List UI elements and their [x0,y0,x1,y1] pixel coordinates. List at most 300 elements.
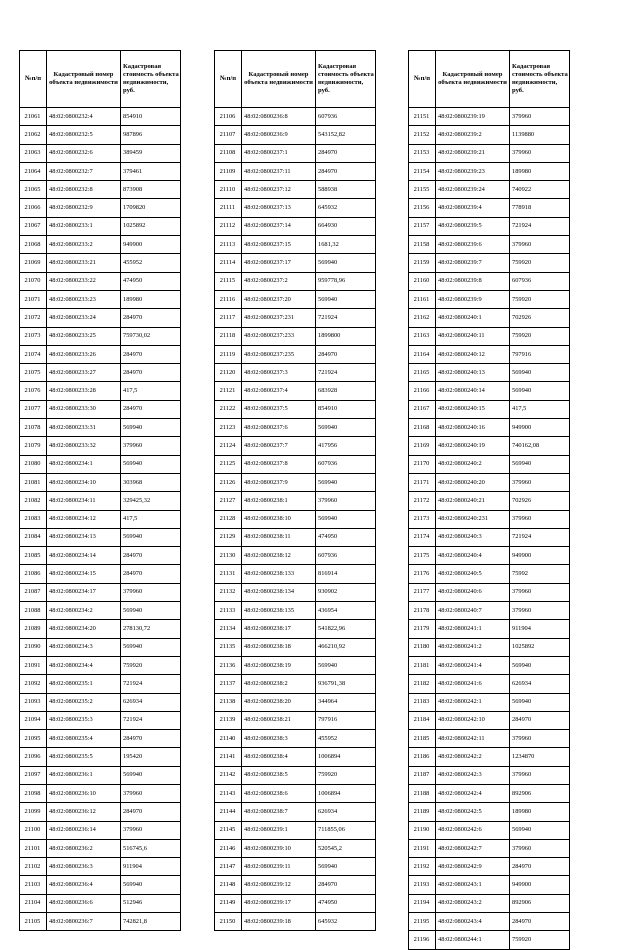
table-row [409,748,570,766]
table-row [409,345,570,363]
table-row [409,236,570,254]
cadastral-value: 959778,96 [316,272,376,290]
cadastral-number: 48:02:0800239:11 [242,858,316,876]
cadastral-value: 379960 [510,144,570,162]
cadastral-number: 48:02:0800235:1 [47,675,121,693]
row-number: 21160 [409,272,436,290]
row-number: 21140 [215,730,242,748]
table-row [20,547,181,565]
row-number: 21116 [215,290,242,308]
row-number: 21123 [215,419,242,437]
cadastral-value: 417956 [316,437,376,455]
cadastral-number: 48:02:0800240:16 [436,419,510,437]
row-number: 21083 [20,510,47,528]
table-row [215,217,376,235]
table-row [20,913,181,931]
row-number: 21124 [215,437,242,455]
cadastral-value: 284970 [121,547,181,565]
cadastral-number: 48:02:0800238:18 [242,638,316,656]
row-number: 21155 [409,181,436,199]
cadastral-number: 48:02:0800233:28 [47,382,121,400]
cadastral-value: 569940 [316,858,376,876]
cadastral-value: 721924 [510,217,570,235]
row-number: 21151 [409,108,436,126]
cadastral-number: 48:02:0800237:13 [242,199,316,217]
row-number: 21173 [409,510,436,528]
cadastral-number: 48:02:0800239:2 [436,126,510,144]
table-row [215,126,376,144]
row-number: 21071 [20,290,47,308]
row-number: 21131 [215,565,242,583]
cadastral-number: 48:02:0800236:7 [47,913,121,931]
table-row [215,638,376,656]
row-number: 21079 [20,437,47,455]
table-row [215,144,376,162]
row-number: 21066 [20,199,47,217]
cadastral-number: 48:02:0800239:5 [436,217,510,235]
header-num: №п/п [20,51,47,108]
table-row [20,876,181,894]
table-row [215,693,376,711]
cadastral-number: 48:02:0800237:1 [242,144,316,162]
row-number: 21174 [409,528,436,546]
cadastral-value: 721924 [121,711,181,729]
table-row [20,620,181,638]
header-cadastral-number: Кадастровый номер объекта недвижимости [436,51,510,108]
cadastral-value: 1234870 [510,748,570,766]
table-row [20,419,181,437]
header-cadastral-number: Кадастровый номер объекта недвижимости [242,51,316,108]
row-number: 21122 [215,400,242,418]
cadastral-value: 569940 [121,876,181,894]
cadastral-number: 48:02:0800242:9 [436,858,510,876]
row-number: 21143 [215,784,242,802]
table-row [20,144,181,162]
cadastral-number: 48:02:0800236:8 [242,108,316,126]
row-number: 21187 [409,766,436,784]
row-number: 21134 [215,620,242,638]
row-number: 21074 [20,345,47,363]
cadastral-number: 48:02:0800234:12 [47,510,121,528]
cadastral-value: 569940 [510,364,570,382]
cadastral-table-2 [214,50,376,931]
table-row [409,693,570,711]
cadastral-value: 683928 [316,382,376,400]
row-number: 21098 [20,784,47,802]
cadastral-value: 75992 [510,565,570,583]
cadastral-value: 759920 [316,766,376,784]
row-number: 21137 [215,675,242,693]
cadastral-value: 759920 [510,254,570,272]
cadastral-number: 48:02:0800237:12 [242,181,316,199]
cadastral-value: 466210,92 [316,638,376,656]
table-row [20,217,181,235]
header-cadastral-value: Кадастровая стоимость объекта недвижимости, руб. [510,51,570,108]
table-row [409,455,570,473]
row-number: 21085 [20,547,47,565]
cadastral-number: 48:02:0800236:9 [242,126,316,144]
cadastral-value: 778918 [510,199,570,217]
row-number: 21196 [409,931,436,949]
table-row [409,437,570,455]
table-row [409,108,570,126]
table-row [20,858,181,876]
cadastral-value: 189980 [510,803,570,821]
row-number: 21070 [20,272,47,290]
table-row [20,290,181,308]
table-row [20,784,181,802]
cadastral-number: 48:02:0800232:7 [47,162,121,180]
cadastral-value: 721924 [316,309,376,327]
cadastral-number: 48:02:0800240:21 [436,492,510,510]
cadastral-value: 949900 [510,419,570,437]
table-row [20,364,181,382]
row-number: 21186 [409,748,436,766]
cadastral-value: 379960 [510,510,570,528]
cadastral-value: 569940 [121,455,181,473]
row-number: 21178 [409,602,436,620]
row-number: 21113 [215,236,242,254]
cadastral-number: 48:02:0800232:4 [47,108,121,126]
row-number: 21189 [409,803,436,821]
row-number: 21130 [215,547,242,565]
cadastral-value: 721924 [510,528,570,546]
row-number: 21096 [20,748,47,766]
cadastral-value: 543152,82 [316,126,376,144]
cadastral-number: 48:02:0800241:4 [436,656,510,674]
table-row [20,821,181,839]
cadastral-value: 797916 [510,345,570,363]
cadastral-number: 48:02:0800234:11 [47,492,121,510]
cadastral-number: 48:02:0800238:7 [242,803,316,821]
row-number: 21109 [215,162,242,180]
table-row [409,547,570,565]
cadastral-value: 740922 [510,181,570,199]
table-row [215,803,376,821]
row-number: 21111 [215,199,242,217]
row-number: 21166 [409,382,436,400]
cadastral-number: 48:02:0800234:14 [47,547,121,565]
cadastral-value: 626934 [316,803,376,821]
cadastral-value: 626934 [510,675,570,693]
row-number: 21095 [20,730,47,748]
row-number: 21069 [20,254,47,272]
table-row [215,821,376,839]
cadastral-number: 48:02:0800238:133 [242,565,316,583]
cadastral-number: 48:02:0800237:4 [242,382,316,400]
cadastral-value: 569940 [510,656,570,674]
table-row [20,656,181,674]
table-row [409,290,570,308]
cadastral-number: 48:02:0800234:13 [47,528,121,546]
cadastral-number: 48:02:0800238:19 [242,656,316,674]
table-header-row [215,51,376,108]
header-num: №п/п [215,51,242,108]
cadastral-number: 48:02:0800238:12 [242,547,316,565]
row-number: 21081 [20,473,47,491]
cadastral-value: 379960 [510,473,570,491]
table-row [409,766,570,784]
cadastral-value: 759920 [121,656,181,674]
cadastral-value: 284970 [121,364,181,382]
table-row [215,602,376,620]
cadastral-number: 48:02:0800240:12 [436,345,510,363]
row-number: 21097 [20,766,47,784]
cadastral-number: 48:02:0800236:10 [47,784,121,802]
row-number: 21159 [409,254,436,272]
table-row [409,675,570,693]
cadastral-value: 379960 [510,839,570,857]
cadastral-value: 936791,38 [316,675,376,693]
cadastral-value: 949900 [121,236,181,254]
row-number: 21171 [409,473,436,491]
cadastral-number: 48:02:0800240:2 [436,455,510,473]
cadastral-value: 417,5 [121,382,181,400]
table-row [215,382,376,400]
table-row [20,309,181,327]
row-number: 21191 [409,839,436,857]
cadastral-number: 48:02:0800238:10 [242,510,316,528]
row-number: 21073 [20,327,47,345]
table-row [20,181,181,199]
cadastral-number: 48:02:0800233:25 [47,327,121,345]
cadastral-value: 569940 [510,693,570,711]
table-row [20,839,181,857]
cadastral-number: 48:02:0800240:15 [436,400,510,418]
row-number: 21128 [215,510,242,528]
row-number: 21106 [215,108,242,126]
cadastral-number: 48:02:0800237:17 [242,254,316,272]
cadastral-value: 284970 [121,803,181,821]
cadastral-number: 48:02:0800234:1 [47,455,121,473]
cadastral-number: 48:02:0800242:6 [436,821,510,839]
cadastral-value: 284970 [121,345,181,363]
cadastral-value: 854910 [316,400,376,418]
cadastral-number: 48:02:0800239:4 [436,199,510,217]
cadastral-value: 588938 [316,181,376,199]
cadastral-number: 48:02:0800238:21 [242,711,316,729]
cadastral-value: 389459 [121,144,181,162]
cadastral-value: 1025892 [121,217,181,235]
row-number: 21091 [20,656,47,674]
row-number: 21080 [20,455,47,473]
cadastral-value: 455952 [316,730,376,748]
row-number: 21194 [409,894,436,912]
table-row [409,730,570,748]
cadastral-number: 48:02:0800242:10 [436,711,510,729]
cadastral-number: 48:02:0800233:32 [47,437,121,455]
cadastral-value: 379960 [121,784,181,802]
table-body [20,108,181,931]
table-row [409,913,570,931]
row-number: 21121 [215,382,242,400]
cadastral-value: 379960 [121,821,181,839]
table-row [20,272,181,290]
table-row [215,876,376,894]
row-number: 21138 [215,693,242,711]
cadastral-value: 740162,08 [510,437,570,455]
cadastral-number: 48:02:0800237:15 [242,236,316,254]
cadastral-value: 1006894 [316,748,376,766]
table-row [20,437,181,455]
table-row [215,181,376,199]
cadastral-value: 759920 [510,327,570,345]
cadastral-number: 48:02:0800233:23 [47,290,121,308]
row-number: 21092 [20,675,47,693]
cadastral-value: 474950 [121,272,181,290]
table-row [215,473,376,491]
header-cadastral-value: Кадастровая стоимость объекта недвижимости, руб. [316,51,376,108]
cadastral-value: 379960 [121,583,181,601]
cadastral-number: 48:02:0800233:1 [47,217,121,235]
table-header-row [20,51,181,108]
row-number: 21180 [409,638,436,656]
table-row [409,638,570,656]
row-number: 21110 [215,181,242,199]
cadastral-number: 48:02:0800238:1 [242,492,316,510]
row-number: 21063 [20,144,47,162]
cadastral-number: 48:02:0800233:22 [47,272,121,290]
cadastral-number: 48:02:0800242:7 [436,839,510,857]
cadastral-value: 379960 [510,108,570,126]
cadastral-number: 48:02:0800236:6 [47,894,121,912]
cadastral-number: 48:02:0800234:17 [47,583,121,601]
table-row [215,528,376,546]
cadastral-value: 949900 [510,547,570,565]
table-row [215,236,376,254]
row-number: 21167 [409,400,436,418]
row-number: 21195 [409,913,436,931]
cadastral-number: 48:02:0800237:6 [242,419,316,437]
cadastral-number: 48:02:0800237:8 [242,455,316,473]
table-row [409,144,570,162]
cadastral-value: 569940 [316,419,376,437]
row-number: 21099 [20,803,47,821]
header-cadastral-number: Кадастровый номер объекта недвижимости [47,51,121,108]
header-cadastral-value: Кадастровая стоимость объекта недвижимости, руб. [121,51,181,108]
table-row [215,108,376,126]
table-row [215,766,376,784]
row-number: 21181 [409,656,436,674]
cadastral-value: 541822,96 [316,620,376,638]
row-number: 21154 [409,162,436,180]
cadastral-number: 48:02:0800234:10 [47,473,121,491]
cadastral-number: 48:02:0800232:8 [47,181,121,199]
table-row [20,565,181,583]
row-number: 21104 [20,894,47,912]
row-number: 21067 [20,217,47,235]
cadastral-number: 48:02:0800233:30 [47,400,121,418]
table-row [20,766,181,784]
table-row [409,839,570,857]
table-row [409,803,570,821]
row-number: 21144 [215,803,242,821]
table-row [20,199,181,217]
cadastral-value: 854910 [121,108,181,126]
cadastral-number: 48:02:0800237:2 [242,272,316,290]
cadastral-number: 48:02:0800240:13 [436,364,510,382]
cadastral-value: 569940 [316,473,376,491]
cadastral-value: 569940 [510,382,570,400]
cadastral-value: 569940 [121,766,181,784]
row-number: 21148 [215,876,242,894]
cadastral-value: 474950 [316,528,376,546]
cadastral-number: 48:02:0800242:3 [436,766,510,784]
table-row [20,400,181,418]
cadastral-number: 48:02:0800242:1 [436,693,510,711]
table-row [215,711,376,729]
row-number: 21146 [215,839,242,857]
table-row [215,364,376,382]
row-number: 21190 [409,821,436,839]
cadastral-value: 417,5 [121,510,181,528]
cadastral-number: 48:02:0800241:1 [436,620,510,638]
row-number: 21126 [215,473,242,491]
row-number: 21129 [215,528,242,546]
header-num: №п/п [409,51,436,108]
cadastral-value: 189980 [121,290,181,308]
cadastral-table-3 [408,50,570,950]
row-number: 21142 [215,766,242,784]
row-number: 21149 [215,894,242,912]
cadastral-value: 816914 [316,565,376,583]
cadastral-number: 48:02:0800233:21 [47,254,121,272]
cadastral-number: 48:02:0800240:11 [436,327,510,345]
cadastral-value: 379960 [510,730,570,748]
row-number: 21152 [409,126,436,144]
cadastral-number: 48:02:0800233:24 [47,309,121,327]
row-number: 21192 [409,858,436,876]
cadastral-number: 48:02:0800234:4 [47,656,121,674]
cadastral-value: 873908 [121,181,181,199]
table-row [215,894,376,912]
cadastral-value: 417,5 [510,400,570,418]
cadastral-value: 664930 [316,217,376,235]
cadastral-value: 721924 [121,675,181,693]
table-row [20,748,181,766]
cadastral-value: 569940 [510,821,570,839]
row-number: 21065 [20,181,47,199]
row-number: 21084 [20,528,47,546]
cadastral-number: 48:02:0800238:135 [242,602,316,620]
row-number: 21078 [20,419,47,437]
cadastral-value: 379461 [121,162,181,180]
cadastral-number: 48:02:0800235:2 [47,693,121,711]
cadastral-value: 607936 [316,108,376,126]
row-number: 21062 [20,126,47,144]
row-number: 21188 [409,784,436,802]
table-row [215,730,376,748]
row-number: 21120 [215,364,242,382]
cadastral-value: 1006894 [316,784,376,802]
cadastral-value: 189980 [510,162,570,180]
cadastral-number: 48:02:0800237:3 [242,364,316,382]
cadastral-number: 48:02:0800232:6 [47,144,121,162]
row-number: 21127 [215,492,242,510]
table-row [215,492,376,510]
cadastral-number: 48:02:0800239:24 [436,181,510,199]
table-row [409,528,570,546]
cadastral-number: 48:02:0800236:2 [47,839,121,857]
cadastral-number: 48:02:0800240:231 [436,510,510,528]
cadastral-number: 48:02:0800238:11 [242,528,316,546]
row-number: 21086 [20,565,47,583]
row-number: 21117 [215,309,242,327]
cadastral-value: 455952 [121,254,181,272]
table-row [215,913,376,931]
row-number: 21064 [20,162,47,180]
row-number: 21176 [409,565,436,583]
